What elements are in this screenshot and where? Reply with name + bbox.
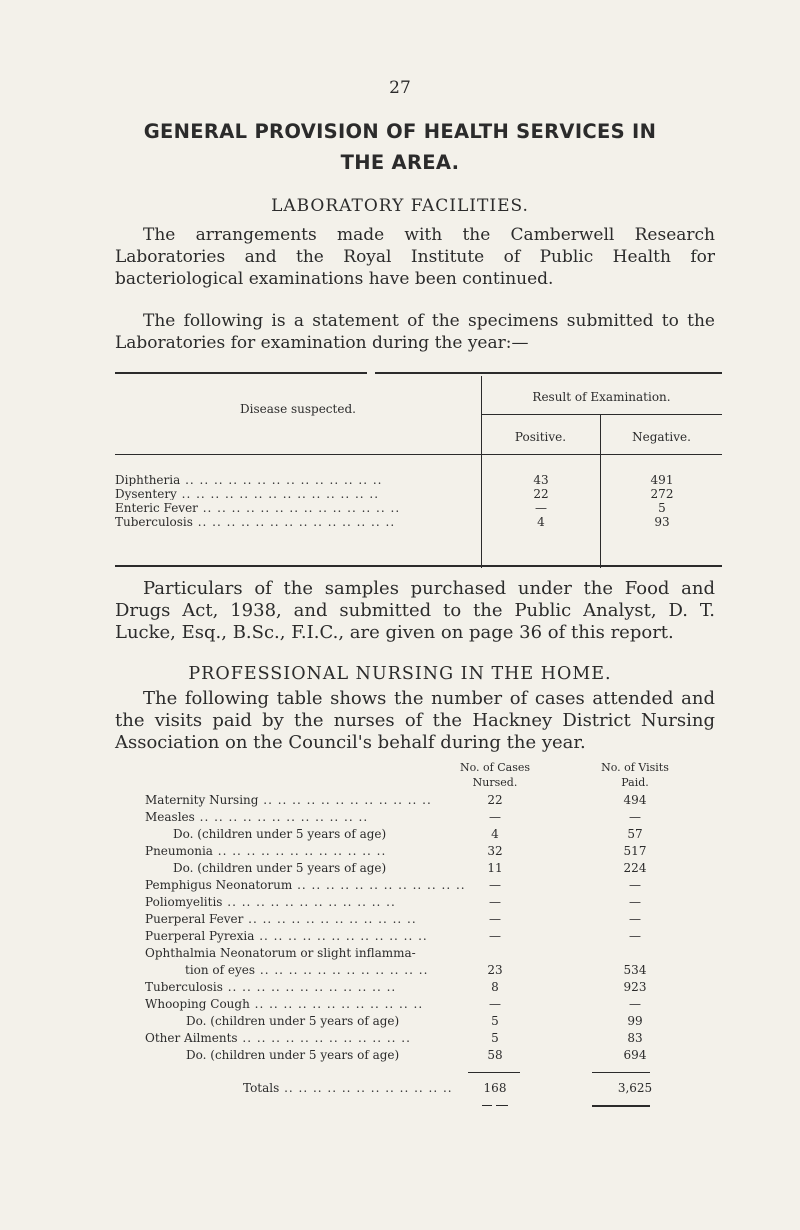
table-row — [0, 979, 800, 996]
cases-cell: 23 — [487, 963, 503, 977]
nursing-paragraph: The following table shows the number of cases attended and the visits paid by the nurses of the Hackney District Nursing Association on the Council's behalf during the year. — [115, 688, 715, 753]
totals-label: Totals .. .. — [243, 1080, 486, 1097]
table-row — [0, 996, 800, 1013]
column-header-visits-line-1: No. of Visits — [601, 761, 669, 774]
column-header-visits — [590, 760, 680, 790]
table-row — [0, 1047, 800, 1064]
visits-cell: — — [629, 878, 641, 892]
ailment-cell: Ophthalmia Neonatorum or slight inflamma- — [145, 946, 416, 960]
disease-cell: Dysentery .. .. — [115, 488, 480, 500]
table-header-rule — [481, 414, 722, 415]
table-row — [0, 809, 800, 826]
cases-cell: 58 — [487, 1048, 503, 1062]
ailment-cell: Whooping Cough .. .. — [145, 996, 485, 1013]
food-and-drugs-paragraph: Particulars of the samples purchased under the Food and Drugs Act, 1938, and submitted to the Public Analyst, D. T. Lucke, Esq., B.Sc., F.I.C., are given on page 36 of this report. — [115, 578, 715, 643]
visits-cell: — — [629, 810, 641, 824]
table-row — [0, 962, 800, 979]
table-row — [0, 945, 800, 962]
ailment-cell: tion of eyes .. .. — [185, 962, 485, 979]
negative-cell: 491 — [650, 473, 674, 487]
cases-cell: 4 — [491, 827, 499, 841]
totals-row — [0, 1080, 800, 1097]
table-divider — [481, 376, 482, 568]
table-header-rule — [115, 454, 722, 455]
column-header-cases — [455, 760, 535, 790]
table-row — [0, 894, 800, 911]
column-header-visits-line-2: Paid. — [621, 776, 649, 789]
nursing-heading: PROFESSIONAL NURSING IN THE HOME. — [188, 664, 612, 684]
visits-cell: 534 — [623, 963, 647, 977]
laboratory-table — [115, 372, 722, 568]
column-header-result: Result of Examination. — [532, 390, 671, 404]
table-row — [115, 516, 722, 528]
disease-cell: Diphtheria .. .. — [115, 474, 480, 486]
ailment-cell: Maternity Nursing .. .. — [145, 792, 485, 809]
visits-cell: 517 — [623, 844, 647, 858]
ailment-cell: Pneumonia .. .. — [145, 843, 485, 860]
cases-cell: 8 — [491, 980, 499, 994]
ailment-cell: Puerperal Pyrexia .. .. — [145, 928, 485, 945]
visits-cell: 923 — [623, 980, 647, 994]
cases-cell: 32 — [487, 844, 503, 858]
negative-cell: 5 — [658, 501, 666, 515]
visits-cell: 83 — [627, 1031, 643, 1045]
positive-cell: 22 — [533, 487, 549, 501]
table-row — [0, 1030, 800, 1047]
ailment-cell: Poliomyelitis .. .. — [145, 894, 485, 911]
visits-cell: — — [629, 997, 641, 1011]
table-row — [0, 826, 800, 843]
cases-cell: 5 — [491, 1031, 499, 1045]
column-header-cases-line-1: No. of Cases — [459, 761, 530, 774]
page-title-line-2: THE AREA. — [340, 151, 460, 174]
ailment-cell: Puerperal Fever .. .. — [145, 911, 485, 928]
cases-cell: 5 — [491, 1014, 499, 1028]
column-header-cases-line-2: Nursed. — [472, 776, 518, 789]
positive-cell: — — [535, 501, 547, 515]
table-row — [0, 792, 800, 809]
totals-rule — [468, 1072, 520, 1073]
table-row — [115, 502, 722, 514]
totals-double-rule — [482, 1105, 492, 1106]
table-row — [0, 843, 800, 860]
column-header-disease: Disease suspected. — [240, 402, 356, 416]
column-header-positive: Positive. — [514, 430, 567, 444]
totals-rule — [592, 1072, 650, 1073]
table-row — [0, 860, 800, 877]
negative-cell: 93 — [654, 515, 670, 529]
laboratory-paragraph-2: The following is a statement of the specimens submitted to the Laboratories for examination during the year:— — [115, 311, 715, 353]
positive-cell: 4 — [537, 515, 545, 529]
table-bottom-rule — [115, 565, 722, 567]
cases-cell: 11 — [487, 861, 503, 875]
cases-cell: — — [489, 878, 501, 892]
disease-cell: Enteric Fever .. .. — [115, 502, 480, 514]
table-row — [0, 877, 800, 894]
visits-cell: — — [629, 912, 641, 926]
visits-cell: 224 — [623, 861, 647, 875]
page-title-line-1: GENERAL PROVISION OF HEALTH SERVICES IN — [143, 120, 657, 143]
visits-cell: 494 — [623, 793, 647, 807]
ailment-cell: Do. (children under 5 years of age) — [186, 1014, 400, 1028]
column-header-negative: Negative. — [632, 430, 691, 444]
table-row — [0, 928, 800, 945]
ailment-cell: Other Ailments .. .. — [145, 1030, 485, 1047]
table-row — [115, 474, 722, 486]
ailment-cell: Pemphigus Neonatorum .. .. — [145, 877, 485, 894]
totals-double-rule — [592, 1105, 650, 1107]
ailment-cell: Tuberculosis .. .. — [145, 979, 485, 996]
ailment-cell: Measles .. .. — [145, 809, 485, 826]
table-top-rule — [115, 372, 367, 374]
visits-cell: 99 — [627, 1014, 643, 1028]
totals-visits: 3,625 — [617, 1081, 653, 1095]
cases-cell: — — [489, 895, 501, 909]
visits-cell: — — [629, 895, 641, 909]
disease-cell: Tuberculosis .. .. — [115, 516, 480, 528]
ailment-cell: Do. (children under 5 years of age) — [173, 861, 387, 875]
totals-cases: 168 — [483, 1081, 507, 1095]
ailment-cell: Do. (children under 5 years of age) — [173, 827, 387, 841]
page-number: 27 — [389, 78, 411, 98]
ailment-cell: Do. (children under 5 years of age) — [186, 1048, 400, 1062]
table-row — [115, 488, 722, 500]
visits-cell: 57 — [627, 827, 643, 841]
table-row — [0, 1013, 800, 1030]
table-top-rule — [375, 372, 722, 374]
cases-cell: — — [489, 997, 501, 1011]
laboratory-heading: LABORATORY FACILITIES. — [271, 196, 529, 216]
cases-cell: — — [489, 929, 501, 943]
cases-cell: — — [489, 810, 501, 824]
cases-cell: 22 — [487, 793, 503, 807]
cases-cell: — — [489, 912, 501, 926]
visits-cell: — — [629, 929, 641, 943]
table-row — [0, 911, 800, 928]
visits-cell: 694 — [623, 1048, 647, 1062]
nursing-table — [0, 760, 800, 1230]
positive-cell: 43 — [533, 473, 549, 487]
laboratory-paragraph-1: The arrangements made with the Camberwell Research Laboratories and the Royal Institute of Public Health for bacteriological examinations have been continued. — [115, 225, 715, 289]
totals-double-rule — [496, 1105, 508, 1106]
page-title — [90, 116, 710, 178]
negative-cell: 272 — [650, 487, 674, 501]
